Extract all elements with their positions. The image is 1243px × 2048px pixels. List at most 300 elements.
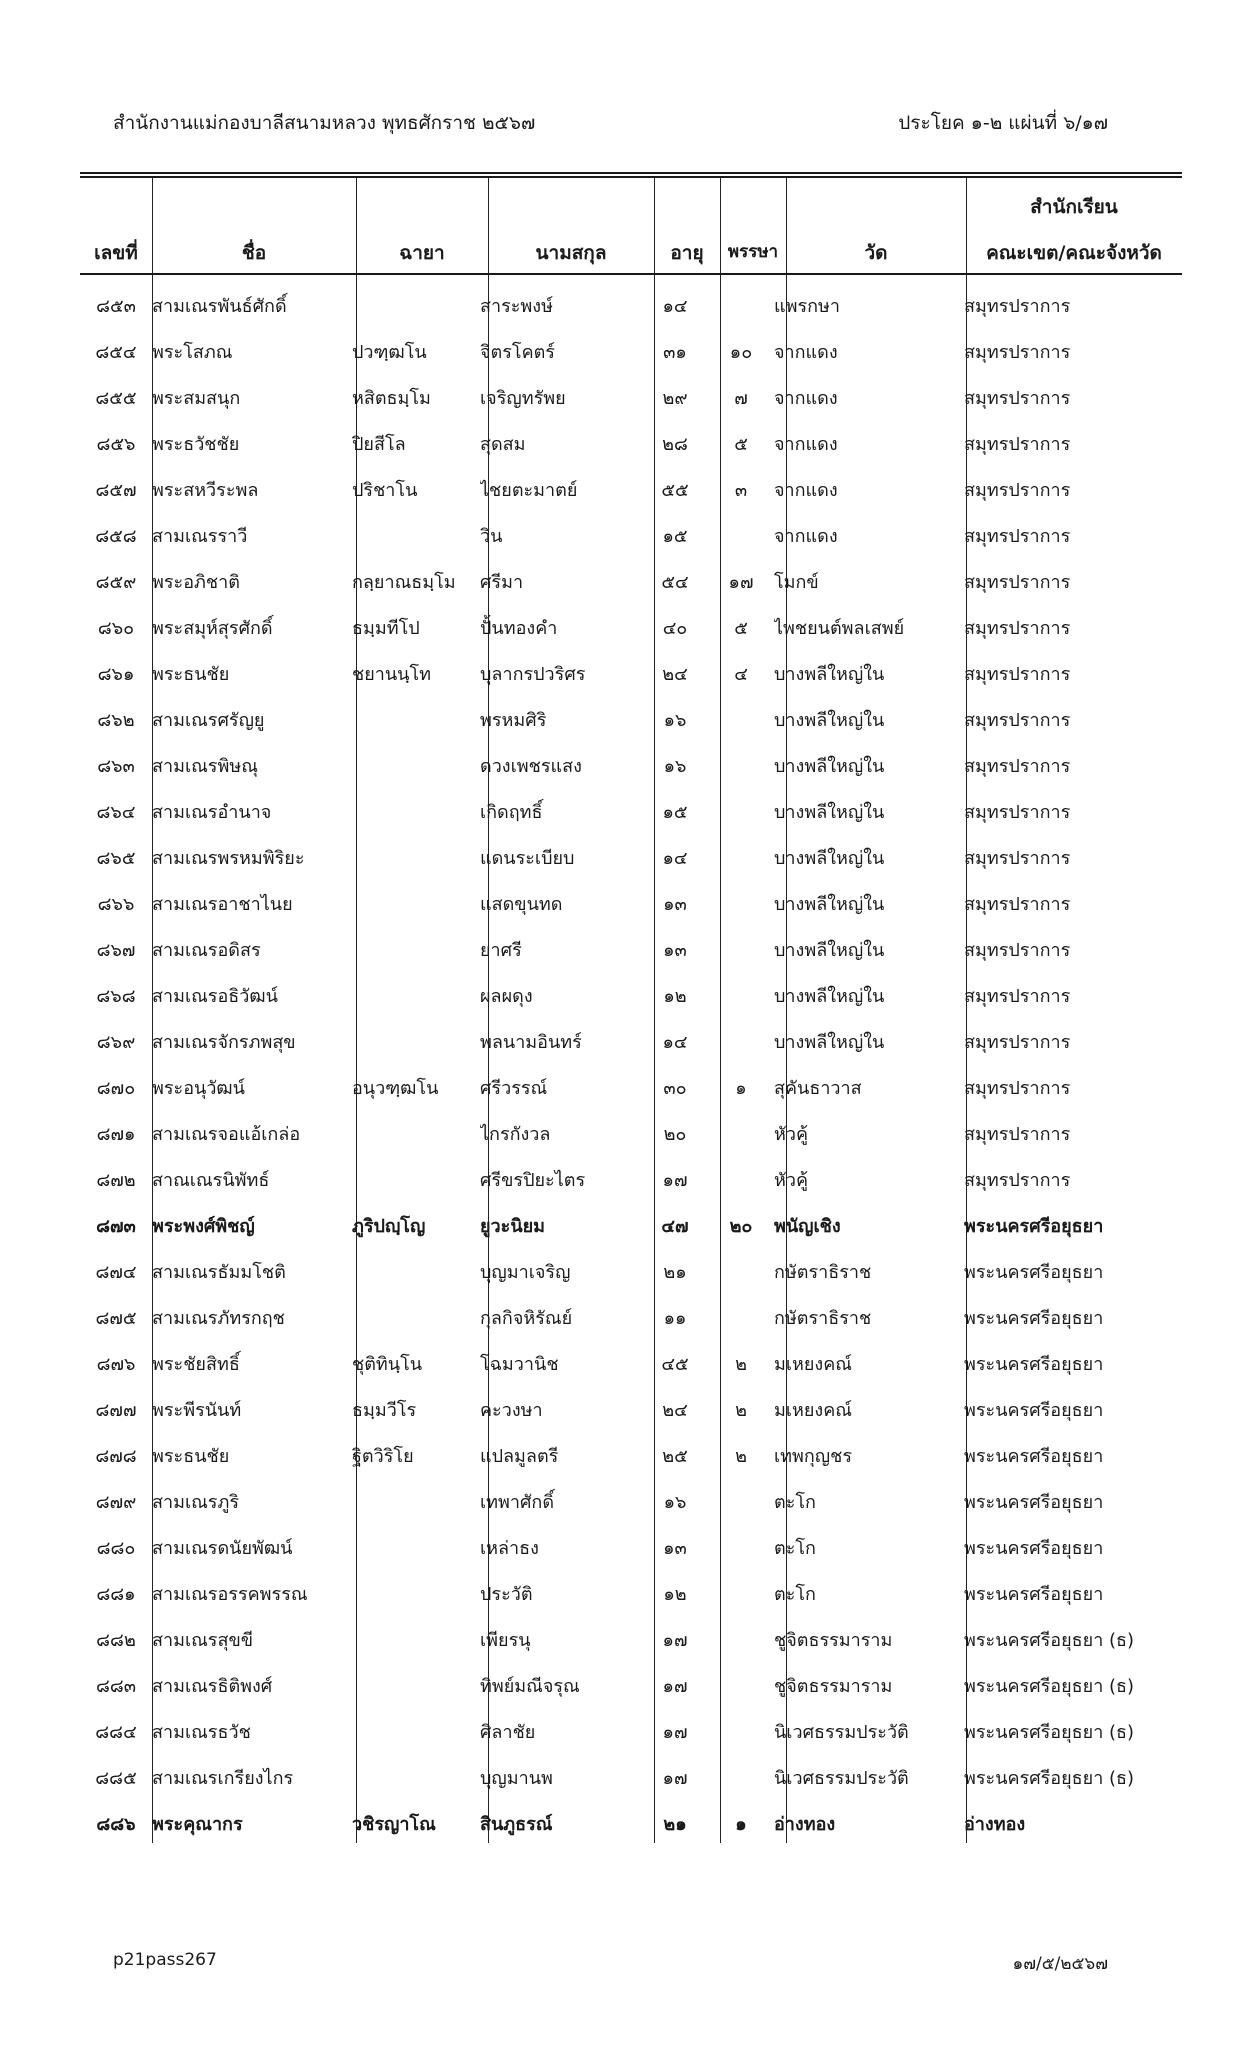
cell-age: ๑๒	[663, 1583, 687, 1605]
cell-wat: หัวคู้	[774, 1169, 809, 1191]
cell-age: ๑๖	[663, 1491, 687, 1513]
cell-surname: ยูวะนิยม	[480, 1215, 546, 1237]
cell-pansa	[708, 1248, 774, 1294]
cell-province: พระนครศรีอยุธยา (ธ)	[964, 1767, 1135, 1789]
table-row	[80, 926, 1184, 972]
table-row	[80, 282, 1184, 328]
cell-alias: ปวฑฺฒโน	[352, 341, 427, 363]
cell-number: ๘๖๗	[96, 939, 136, 961]
cell-surname: เทพาศักดิ์	[480, 1491, 555, 1513]
cell-surname: สินภูธรณ์	[480, 1813, 553, 1835]
cell-wat: พนัญเชิง	[774, 1215, 841, 1237]
cell-number: ๘๗๒	[96, 1169, 136, 1191]
cell-province: สมุทรปราการ	[964, 1031, 1071, 1053]
cell-surname: โฉมวานิช	[480, 1353, 559, 1375]
table-row	[80, 1616, 1184, 1662]
cell-number: ๘๗๐	[96, 1077, 136, 1099]
table-row	[80, 1202, 1184, 1248]
cell-pansa: ๗	[734, 387, 748, 409]
cell-number: ๘๗๑	[96, 1123, 136, 1145]
cell-surname: แปลมูลตรี	[480, 1445, 559, 1467]
cell-alias	[352, 926, 480, 972]
table-row	[80, 1662, 1184, 1708]
table-row	[80, 788, 1184, 834]
cell-number: ๘๕๓	[96, 295, 136, 317]
cell-surname: กุลกิจหิรัณย์	[480, 1307, 573, 1329]
cell-alias: หสิตธมฺโม	[352, 387, 431, 409]
cell-number: ๘๖๖	[97, 893, 135, 915]
table-row	[80, 420, 1184, 466]
cell-number: ๘๗๗	[95, 1399, 137, 1421]
cell-pansa	[708, 1524, 774, 1570]
cell-age: ๔๗	[661, 1215, 689, 1237]
table-row	[80, 1524, 1184, 1570]
cell-age: ๒๑	[663, 1813, 687, 1835]
table-row	[80, 1570, 1184, 1616]
table-row	[80, 1294, 1184, 1340]
cell-name: สามเณรอธิวัฒน์	[152, 985, 278, 1007]
cell-number: ๘๖๓	[97, 755, 135, 777]
cell-wat: บางพลีใหญ่ใน	[774, 847, 885, 869]
cell-age: ๑๔	[662, 295, 688, 317]
cell-alias	[352, 696, 480, 742]
cell-wat: บางพลีใหญ่ใน	[774, 985, 885, 1007]
cell-province: สมุทรปราการ	[964, 939, 1071, 961]
cell-alias	[352, 788, 480, 834]
cell-alias	[352, 512, 480, 558]
cell-age: ๑๕	[662, 801, 688, 823]
cell-surname: เจริญทรัพย	[480, 387, 566, 409]
cell-age: ๒๔	[662, 1399, 688, 1421]
cell-province: พระนครศรีอยุธยา	[964, 1307, 1104, 1329]
cell-name: พระสหวีระพล	[152, 479, 259, 501]
cell-age: ๑๗	[662, 1675, 688, 1697]
cell-name: สามเณรอาชาไนย	[152, 893, 293, 915]
cell-wat: อ่างทอง	[774, 1813, 836, 1835]
column-header-wat: วัด	[864, 242, 888, 264]
top-rule-double	[80, 176, 1182, 178]
cell-province: พระนครศรีอยุธยา	[964, 1353, 1104, 1375]
cell-alias	[352, 1616, 480, 1662]
cell-alias	[352, 742, 480, 788]
cell-name: สามเณรธวัช	[152, 1721, 251, 1743]
table-row	[80, 880, 1184, 926]
table-row	[80, 1754, 1184, 1800]
cell-pansa: ๑	[735, 1077, 747, 1099]
cell-number: ๘๘๓	[95, 1675, 137, 1697]
cell-alias: วชิรญาโณ	[352, 1813, 436, 1835]
cell-name: พระสมุห์สุรศักดิ์	[152, 617, 273, 639]
cell-wat: บางพลีใหญ่ใน	[774, 755, 885, 777]
column-header-name: ชื่อ	[241, 242, 267, 264]
cell-province: พระนครศรีอยุธยา	[964, 1399, 1104, 1421]
cell-surname: พลนามอินทร์	[480, 1031, 582, 1053]
cell-number: ๘๗๕	[95, 1307, 137, 1329]
cell-number: ๘๘๖	[96, 1813, 136, 1835]
cell-number: ๘๖๒	[97, 709, 135, 731]
cell-name: สามเณรพิษณุ	[152, 755, 258, 777]
cell-number: ๘๘๐	[96, 1537, 136, 1559]
cell-pansa	[708, 1708, 774, 1754]
cell-alias	[352, 1156, 480, 1202]
cell-pansa	[708, 696, 774, 742]
cell-alias	[352, 1570, 480, 1616]
cell-surname: ไกรกังวล	[480, 1123, 551, 1145]
cell-pansa	[708, 1662, 774, 1708]
table-row	[80, 604, 1184, 650]
cell-pansa	[708, 282, 774, 328]
cell-wat: แพรกษา	[774, 295, 841, 317]
cell-wat: บางพลีใหญ่ใน	[774, 663, 885, 685]
cell-wat: โมกข์	[774, 571, 819, 593]
cell-pansa	[708, 1616, 774, 1662]
cell-province: พระนครศรีอยุธยา (ธ)	[964, 1629, 1135, 1651]
cell-surname: เพียรนุ	[480, 1629, 531, 1651]
cell-province: สมุทรปราการ	[964, 801, 1071, 823]
cell-name: สามเณรภูริ	[152, 1491, 240, 1513]
cell-alias	[352, 282, 480, 328]
cell-pansa	[708, 834, 774, 880]
cell-alias	[352, 1478, 480, 1524]
header-right: ประโยค ๑-๒ แผ่นที่ ๖/๑๗	[898, 112, 1108, 134]
cell-age: ๒๑	[663, 1261, 687, 1283]
cell-province: สมุทรปราการ	[964, 479, 1071, 501]
cell-number: ๘๘๔	[95, 1721, 137, 1743]
cell-age: ๓๐	[663, 1077, 687, 1099]
cell-pansa	[708, 1018, 774, 1064]
cell-number: ๘๕๖	[96, 433, 136, 455]
cell-number: ๘๖๕	[96, 847, 136, 869]
cell-number: ๘๖๙	[96, 1031, 136, 1053]
cell-name: พระธนชัย	[152, 1445, 230, 1467]
cell-name: พระคุณากร	[152, 1813, 243, 1835]
cell-alias: ปิยสีโล	[352, 433, 406, 455]
cell-pansa: ๒	[735, 1399, 747, 1421]
cell-pansa: ๕	[734, 433, 748, 455]
cell-age: ๕๔	[661, 571, 689, 593]
cell-alias: ชุติทินฺโน	[352, 1353, 423, 1375]
cell-name: พระธนชัย	[152, 663, 230, 685]
cell-number: ๘๖๔	[96, 801, 136, 823]
cell-age: ๑๗	[662, 1629, 688, 1651]
cell-pansa: ๕	[734, 617, 748, 639]
cell-province: สมุทรปราการ	[964, 985, 1071, 1007]
column-header-surname: นามสกุล	[535, 242, 607, 264]
cell-name: พระพีรนันท์	[152, 1399, 242, 1421]
cell-age: ๑๕	[662, 525, 688, 547]
cell-pansa	[708, 1570, 774, 1616]
cell-surname: ศรีวรรณ์	[480, 1077, 548, 1099]
cell-name: สามเณรธัมมโชติ	[152, 1261, 286, 1283]
table-row	[80, 650, 1184, 696]
cell-wat: จากแดง	[774, 525, 838, 547]
cell-surname: ศรีขรปิยะไตร	[480, 1169, 586, 1191]
cell-province: สมุทรปราการ	[964, 709, 1071, 731]
cell-pansa	[708, 512, 774, 558]
cell-pansa	[708, 1294, 774, 1340]
cell-alias	[352, 1708, 480, 1754]
table-row	[80, 1386, 1184, 1432]
cell-alias: ฐิตวิริโย	[352, 1445, 414, 1467]
cell-age: ๑๔	[662, 1031, 688, 1053]
cell-surname: สุดสม	[480, 433, 526, 455]
cell-pansa: ๒	[735, 1353, 747, 1375]
cell-age: ๑๓	[663, 939, 687, 961]
cell-age: ๑๓	[663, 1537, 687, 1559]
cell-surname: ดวงเพชรแสง	[480, 755, 582, 777]
cell-surname: แดนระเบียบ	[480, 847, 575, 869]
cell-surname: สาระพงษ์	[480, 295, 553, 317]
cell-alias: อนุวฑฺฒโน	[352, 1077, 439, 1099]
column-header-no: เลขที่	[94, 242, 138, 264]
cell-name: สามเณรสุขขี	[152, 1629, 254, 1651]
cell-name: สามเณรจักรภพสุข	[152, 1031, 296, 1053]
cell-pansa: ๓	[734, 479, 748, 501]
cell-number: ๘๘๑	[96, 1583, 136, 1605]
cell-province: สมุทรปราการ	[964, 295, 1071, 317]
cell-province: สมุทรปราการ	[964, 893, 1071, 915]
footer-date: ๑๗/๕/๒๕๖๗	[1012, 1954, 1108, 1974]
table-row	[80, 1064, 1184, 1110]
results-table	[80, 282, 1184, 1846]
table-row	[80, 1708, 1184, 1754]
column-header-age: อายุ	[670, 242, 704, 264]
cell-age: ๑๖	[663, 755, 687, 777]
cell-wat: กษัตราธิราช	[774, 1261, 872, 1283]
cell-number: ๘๗๘	[95, 1445, 137, 1467]
cell-province: พระนครศรีอยุธยา	[964, 1583, 1104, 1605]
cell-wat: จากแดง	[774, 341, 838, 363]
table-row	[80, 972, 1184, 1018]
cell-alias: ธมฺมวีโร	[352, 1399, 417, 1421]
cell-surname: จิตรโคตร์	[480, 341, 555, 363]
cell-wat: ไพชยนต์พลเสพย์	[774, 617, 905, 639]
cell-age: ๑๖	[663, 709, 687, 731]
cell-surname: ทิพย์มณีจรุณ	[480, 1675, 580, 1697]
cell-alias: ธมฺมทีโป	[352, 617, 420, 639]
cell-surname: เกิดฤทธิ์	[480, 801, 543, 823]
table-row	[80, 1340, 1184, 1386]
cell-surname: ศรีมา	[480, 571, 524, 593]
cell-province: สมุทรปราการ	[964, 341, 1071, 363]
cell-name: พระโสภณ	[152, 341, 233, 363]
cell-alias	[352, 972, 480, 1018]
cell-wat: บางพลีใหญ่ใน	[774, 939, 885, 961]
cell-age: ๒๘	[662, 433, 688, 455]
cell-wat: มเหยงคณ์	[774, 1353, 852, 1375]
cell-province: พระนครศรีอยุธยา	[964, 1537, 1104, 1559]
table-row	[80, 1432, 1184, 1478]
cell-wat: ตะโก	[774, 1491, 816, 1513]
cell-age: ๑๑	[663, 1307, 687, 1329]
cell-surname: เหล่าธง	[480, 1537, 539, 1559]
cell-province: พระนครศรีอยุธยา	[964, 1445, 1104, 1467]
cell-number: ๘๕๘	[95, 525, 137, 547]
header-bottom-rule	[80, 273, 1182, 275]
cell-age: ๓๑	[663, 341, 687, 363]
cell-name: พระอนุวัฒน์	[152, 1077, 245, 1099]
cell-pansa	[708, 742, 774, 788]
cell-age: ๕๕	[661, 479, 689, 501]
cell-alias	[352, 1524, 480, 1570]
cell-age: ๑๔	[662, 847, 688, 869]
cell-surname: บุญมานพ	[480, 1767, 553, 1789]
cell-name: พระธวัชชัย	[152, 433, 240, 455]
cell-pansa	[708, 788, 774, 834]
cell-name: สาณเณรนิพัทธ์	[152, 1169, 270, 1191]
cell-alias: กลฺยาณธมฺโม	[352, 571, 456, 593]
top-rule	[80, 172, 1182, 174]
cell-province: สมุทรปราการ	[964, 663, 1071, 685]
cell-alias	[352, 1754, 480, 1800]
cell-wat: ชูจิตธรรมาราม	[774, 1629, 893, 1651]
cell-surname: คะวงษา	[480, 1399, 543, 1421]
cell-number: ๘๗๖	[96, 1353, 136, 1375]
cell-name: สามเณรดนัยพัฒน์	[152, 1537, 293, 1559]
cell-surname: ไชยตะมาตย์	[480, 479, 578, 501]
cell-wat: นิเวศธรรมประวัติ	[774, 1767, 909, 1789]
table-row	[80, 1248, 1184, 1294]
cell-province: สมุทรปราการ	[964, 755, 1071, 777]
cell-name: สามเณรอดิสร	[152, 939, 261, 961]
cell-alias	[352, 1248, 480, 1294]
table-row	[80, 1018, 1184, 1064]
cell-surname: ผลผดุง	[480, 985, 533, 1007]
cell-age: ๒๐	[663, 1123, 687, 1145]
cell-alias	[352, 1662, 480, 1708]
cell-name: พระพงศ์พิชญ์	[152, 1215, 255, 1237]
cell-age: ๒๙	[662, 387, 688, 409]
cell-alias	[352, 1110, 480, 1156]
cell-province: สมุทรปราการ	[964, 847, 1071, 869]
cell-name: สามเณรราวี	[152, 525, 248, 547]
cell-pansa	[708, 1156, 774, 1202]
cell-province: พระนครศรีอยุธยา	[964, 1491, 1104, 1513]
cell-province: อ่างทอง	[964, 1813, 1026, 1835]
cell-province: สมุทรปราการ	[964, 571, 1071, 593]
cell-province: สมุทรปราการ	[964, 1123, 1071, 1145]
cell-province: สมุทรปราการ	[964, 525, 1071, 547]
cell-name: สามเณรเกรียงไกร	[152, 1767, 294, 1789]
table-row	[80, 512, 1184, 558]
cell-surname: ยาศรี	[480, 939, 522, 961]
cell-pansa: ๒	[735, 1445, 747, 1467]
column-header-office-line1: สำนักเรียน	[1030, 196, 1118, 218]
cell-wat: สุคันธาวาส	[774, 1077, 862, 1099]
cell-number: ๘๕๗	[95, 479, 137, 501]
footer-code: p21pass267	[113, 1950, 217, 1970]
cell-name: สามเณรศรัญยู	[152, 709, 265, 731]
table-row	[80, 696, 1184, 742]
cell-wat: ชูจิตธรรมาราม	[774, 1675, 893, 1697]
cell-surname: ปั้นทองคำ	[480, 617, 558, 639]
table-row	[80, 834, 1184, 880]
cell-wat: บางพลีใหญ่ใน	[774, 893, 885, 915]
cell-alias	[352, 880, 480, 926]
cell-number: ๘๖๘	[96, 985, 136, 1007]
cell-surname: พรหมศิริ	[480, 709, 547, 731]
cell-wat: บางพลีใหญ่ใน	[774, 1031, 885, 1053]
cell-pansa	[708, 972, 774, 1018]
cell-number: ๘๖๑	[97, 663, 135, 685]
cell-wat: จากแดง	[774, 479, 838, 501]
cell-name: พระสมสนุก	[152, 387, 241, 409]
cell-pansa	[708, 1478, 774, 1524]
cell-alias: ภูริปญฺโญ	[352, 1215, 426, 1237]
cell-province: สมุทรปราการ	[964, 1169, 1071, 1191]
cell-province: พระนครศรีอยุธยา (ธ)	[964, 1721, 1135, 1743]
cell-number: ๘๘๒	[96, 1629, 136, 1651]
cell-pansa: ๑	[735, 1813, 747, 1835]
cell-number: ๘๕๔	[95, 341, 137, 363]
cell-alias	[352, 834, 480, 880]
cell-wat: จากแดง	[774, 387, 838, 409]
cell-province: พระนครศรีอยุธยา	[964, 1215, 1104, 1237]
cell-name: สามเณรภัทรกฤช	[152, 1307, 285, 1329]
cell-age: ๑๓	[663, 893, 687, 915]
cell-surname: บุลากรปวริศร	[480, 663, 586, 685]
cell-name: พระอภิชาติ	[152, 571, 240, 593]
cell-name: สามเณรอำนาจ	[152, 801, 272, 823]
cell-age: ๒๔	[662, 663, 688, 685]
cell-pansa	[708, 880, 774, 926]
cell-name: สามเณรอรรคพรรณ	[152, 1583, 308, 1605]
cell-province: สมุทรปราการ	[964, 1077, 1071, 1099]
cell-age: ๑๗	[662, 1767, 688, 1789]
cell-number: ๘๗๓	[96, 1215, 136, 1237]
cell-number: ๘๗๔	[95, 1261, 137, 1283]
cell-wat: บางพลีใหญ่ใน	[774, 801, 885, 823]
cell-alias	[352, 1018, 480, 1064]
cell-wat: หัวคู้	[774, 1123, 809, 1145]
cell-number: ๘๕๙	[95, 571, 137, 593]
cell-surname: วิน	[480, 525, 503, 547]
cell-surname: บุญมาเจริญ	[480, 1261, 571, 1283]
cell-province: สมุทรปราการ	[964, 433, 1071, 455]
cell-province: สมุทรปราการ	[964, 387, 1071, 409]
cell-alias: ปริชาโน	[352, 479, 418, 501]
cell-province: พระนครศรีอยุธยา (ธ)	[964, 1675, 1135, 1697]
cell-surname: ประวัติ	[480, 1583, 533, 1605]
cell-pansa: ๔	[734, 663, 748, 685]
cell-age: ๔๕	[661, 1353, 689, 1375]
cell-province: สมุทรปราการ	[964, 617, 1071, 639]
cell-wat: กษัตราธิราช	[774, 1307, 872, 1329]
table-row	[80, 1478, 1184, 1524]
table-row	[80, 1800, 1184, 1846]
cell-alias	[352, 1294, 480, 1340]
cell-pansa	[708, 926, 774, 972]
table-row	[80, 742, 1184, 788]
cell-wat: เทพกุญชร	[774, 1445, 853, 1467]
table-row	[80, 466, 1184, 512]
cell-pansa: ๑๐	[729, 341, 753, 363]
cell-number: ๘๘๕	[95, 1767, 137, 1789]
table-row	[80, 328, 1184, 374]
table-row	[80, 1156, 1184, 1202]
cell-pansa	[708, 1110, 774, 1156]
column-header-office-line2: คณะเขต/คณะจังหวัด	[986, 242, 1162, 264]
cell-surname: แสดขุนทด	[480, 893, 563, 915]
cell-wat: มเหยงคณ์	[774, 1399, 852, 1421]
column-header-pansa: พรรษา	[727, 242, 779, 262]
cell-age: ๑๒	[663, 985, 687, 1007]
cell-name: สามเณรพรหมพิริยะ	[152, 847, 305, 869]
column-header-alias: ฉายา	[399, 242, 445, 264]
cell-name: สามเณรจอแอ้เกล่อ	[152, 1123, 301, 1145]
cell-age: ๒๕	[662, 1445, 688, 1467]
cell-number: ๘๖๐	[97, 617, 135, 639]
